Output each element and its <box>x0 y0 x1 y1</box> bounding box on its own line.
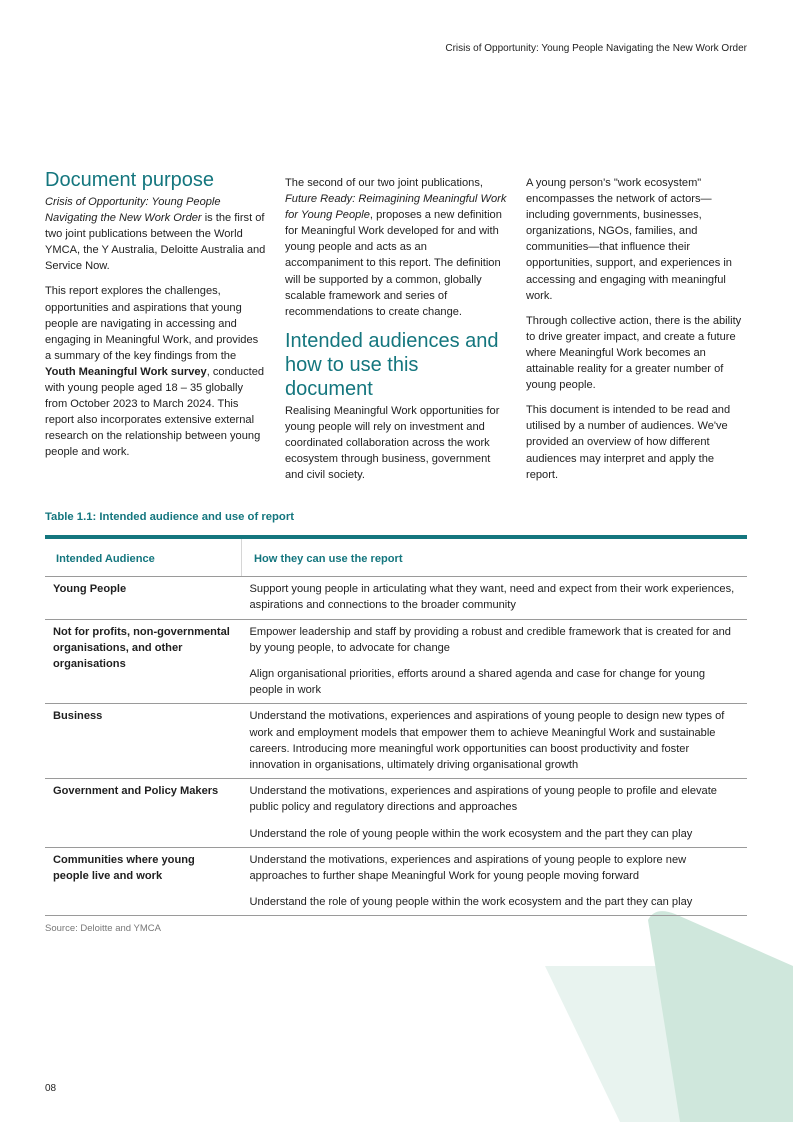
paragraph-text: , conducted with young people aged 18 – 35 globally from October 2023 to March 2024. This report also incorporates extensive external research on the relationship between young people and work. <box>45 365 265 459</box>
audience-use <box>242 779 748 848</box>
audience-use <box>242 704 748 779</box>
column-1 <box>45 168 267 470</box>
audience-table <box>45 535 747 916</box>
table-header-row <box>45 537 747 577</box>
audience-name: Communities where young people live and work <box>45 847 242 916</box>
survey-name-bold: Youth Meaningful Work survey <box>45 365 207 378</box>
use-line: Support young people in articulating what they want, need and expect from their work experiences, aspirations and connections to the broader community <box>249 583 735 612</box>
decorative-shape-light <box>545 966 730 1122</box>
paragraph-text: , proposes a new definition for Meaningful Work developed for and with young people and acts as an accompaniment to this report. The definition will be supported by a common, globally scalable framework and series of recommendations to create change. <box>285 209 502 318</box>
use-line: Understand the motivations, experiences and aspirations of young people to design new types of work and employment models that empower them to achieve Meaningful Work and sustainable careers. Introducing more meaningful work opportunities can boost productivity and foster innovation in organisations, ultimately driving organisational growth <box>249 710 725 772</box>
table-row <box>45 577 747 619</box>
column-header-audience: Intended Audience <box>45 537 242 577</box>
paragraph-purpose-1 <box>45 194 267 274</box>
paragraph-text: This report explores the challenges, opportunities and aspirations that young people are navigating in accessing and engaging in Meaningful Work, and provides a summary of the key findings from the <box>45 285 259 362</box>
paragraph-document-use: This document is intended to be read and utilised by a number of audiences. We've provided an overview of how different audiences may interpret and apply the report. <box>526 404 731 481</box>
paragraph-purpose-2 <box>45 283 267 460</box>
column-2 <box>285 175 507 492</box>
second-report-title-italic: Future Ready: Reimagining Meaningful Work for Young People <box>285 193 507 222</box>
audience-name: Young People <box>45 577 242 619</box>
use-line: Understand the role of young people within the work ecosystem and the part they can play <box>249 827 693 840</box>
paragraph-text: is the first of two joint publications between the World YMCA, the Y Australia, Deloitte Australia and Service Now. <box>45 212 266 273</box>
use-line: Understand the role of young people within the work ecosystem and the part they can play <box>249 896 693 909</box>
table-row <box>45 619 747 704</box>
table-row <box>45 704 747 779</box>
audience-use <box>242 847 748 916</box>
audience-name: Government and Policy Makers <box>45 779 242 848</box>
heading-intended-audiences: Intended audiences and how to use this document <box>285 329 499 400</box>
running-header: Crisis of Opportunity: Young People Navigating the New Work Order <box>445 43 747 54</box>
audience-use <box>242 577 748 619</box>
heading-document-purpose: Document purpose <box>45 169 214 191</box>
use-line: Align organisational priorities, efforts around a shared agenda and case for change for young people in work <box>249 668 706 697</box>
paragraph-purpose-3 <box>285 175 507 320</box>
paragraph-ecosystem: A young person's "work ecosystem" encompasses the network of actors—including governments, businesses, organizations, NGOs, families, and communities—that influence their opportunities, support, and experiences in accessing and engaging with meaningful work. <box>526 177 732 302</box>
use-line: Empower leadership and staff by providing a robust and credible framework that is created for and by young people, to advocate for change <box>249 625 731 654</box>
paragraph-audiences-1: Realising Meaningful Work opportunities for young people will rely on investment and coordinated collaboration across the work ecosystem through business, government and civil society. <box>285 404 500 482</box>
decorative-shape-mid <box>648 911 793 1122</box>
audience-name: Not for profits, non-governmental organisations, and other organisations <box>45 619 242 704</box>
table-row <box>45 779 747 848</box>
use-line: Understand the motivations, experiences and aspirations of young people to explore new approaches to further shape Meaningful Work for young people moving forward <box>249 853 687 883</box>
report-title-italic: Crisis of Opportunity: Young People Navigating the New Work Order <box>45 196 221 225</box>
audience-name: Business <box>45 704 242 779</box>
column-3 <box>526 175 748 492</box>
source-note: Source: Deloitte and YMCA <box>45 923 161 934</box>
paragraph-text: The second of our two joint publications, <box>285 177 483 189</box>
use-line: Understand the motivations, experiences and aspirations of young people to profile and elevate public policy and regulatory directions and approaches <box>249 785 717 814</box>
audience-use <box>242 619 748 704</box>
table-title: Table 1.1: Intended audience and use of report <box>45 511 294 523</box>
column-header-use: How they can use the report <box>242 537 748 577</box>
page-number: 08 <box>45 1083 57 1094</box>
table-row <box>45 847 747 916</box>
paragraph-collective-action: Through collective action, there is the ability to drive greater impact, and create a future where Meaningful Work becomes an attainable reality for a greater number of young people. <box>526 314 742 392</box>
